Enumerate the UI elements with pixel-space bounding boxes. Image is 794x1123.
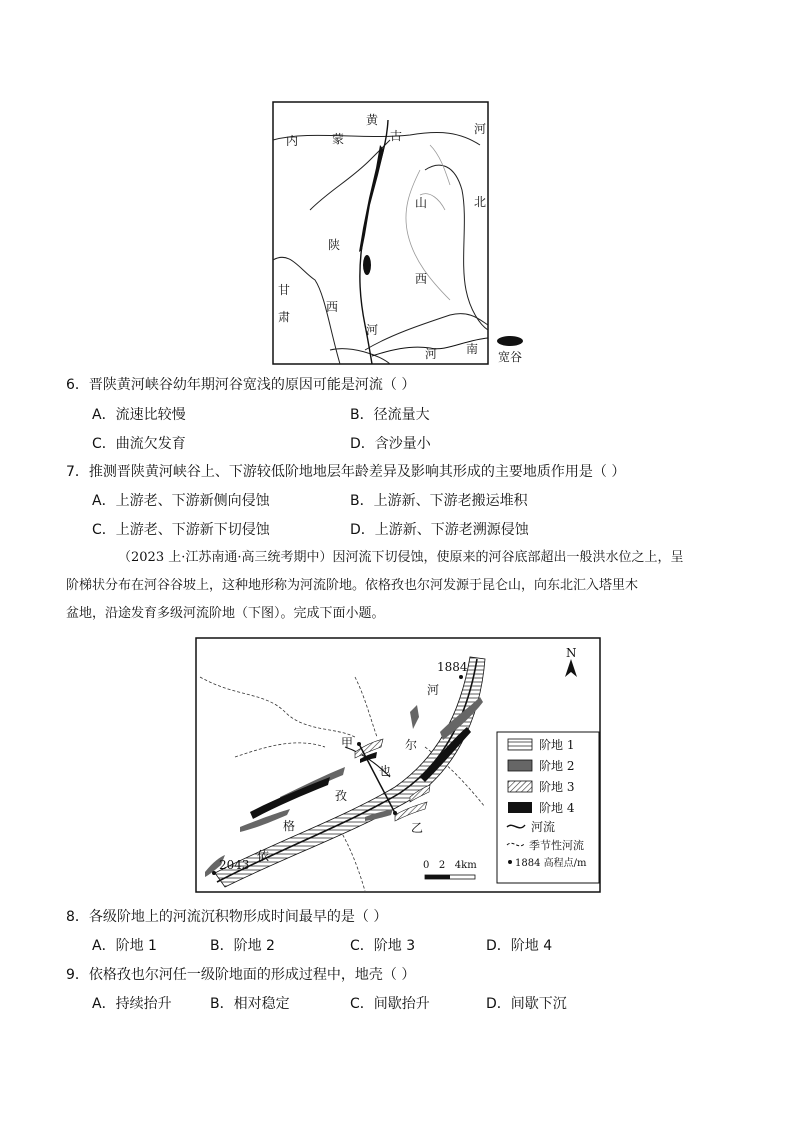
label-he-s: 河 [366,323,379,337]
label-nei: 内 [286,134,299,148]
scale-label: 0 2 4km [423,860,477,871]
legend-terrace-1: 阶地 1 [539,738,575,752]
label-shan: 山 [415,196,428,210]
q9-option-a[interactable]: A．持续抬升 [92,996,172,1012]
river-char-2: 尔 [405,738,418,752]
passage-line-2: 阶梯状分布在河谷谷坡上，这种地形称为河流阶地。依格孜也尔河发源于昆仑山，向东北汇入塔里木 [66,578,639,593]
q7-option-d[interactable]: D．上游新、下游老溯源侵蚀 [350,522,529,538]
north-label: N [566,646,577,660]
q6-option-b[interactable]: B．径流量大 [350,407,430,423]
map-jin-shaan-gorge [270,100,532,366]
passage-line-3: 盆地，沿途发育多级河流阶地（下图）。完成下面小题。 [66,606,385,621]
point-jia: 甲 [341,736,354,750]
map-river-terraces [195,637,605,895]
river-char-6: 依 [257,849,270,863]
river-char-1: 河 [427,683,440,697]
legend-terrace-2: 阶地 2 [539,759,575,773]
label-gu: 古 [390,129,403,143]
label-su: 肃 [278,310,291,324]
legend-terrace-3: 阶地 3 [539,780,575,794]
legend-wide-valley: 宽谷 [498,350,523,364]
q8-option-a[interactable]: A．阶地 1 [92,938,157,954]
legend-elevation-point: 1884 高程点/m [515,858,587,869]
q9-option-b[interactable]: B．相对稳定 [210,996,290,1012]
river-char-4: 孜 [335,789,348,803]
q8-option-b[interactable]: B．阶地 2 [210,938,275,954]
river-char-5: 格 [283,819,296,833]
label-he-ne: 河 [474,122,487,136]
question-6-stem: 6．晋陕黄河峡谷幼年期河谷宽浅的原因可能是河流（ ） [66,377,416,393]
legend-terrace-4: 阶地 4 [539,801,575,815]
label-xi2: 西 [326,300,339,314]
label-henan-he: 河 [425,347,438,361]
q7-option-b[interactable]: B．上游新、下游老搬运堆积 [350,493,528,509]
passage-line-1: （2023 上·江苏南通·高三统考期中）因河流下切侵蚀，使原来的河谷底部超出一般洪水位之上，呈 [118,550,684,565]
label-gan: 甘 [278,283,291,297]
legend-river: 河流 [531,820,556,834]
q6-option-c[interactable]: C．曲流欠发育 [92,436,186,452]
label-huang: 黄 [366,113,379,127]
question-8-stem: 8．各级阶地上的河流沉积物形成时间最早的是（ ） [66,909,388,925]
q9-option-d[interactable]: D．间歇下沉 [486,996,567,1012]
label-bei: 北 [474,195,487,209]
passage-intro [66,544,732,628]
q9-option-c[interactable]: C．间歇抬升 [350,996,430,1012]
q8-option-d[interactable]: D．阶地 4 [486,938,553,954]
q7-option-a[interactable]: A．上游老、下游新侧向侵蚀 [92,493,270,509]
q7-option-c[interactable]: C．上游老、下游新下切侵蚀 [92,522,270,538]
elevation-2043: 2043 [219,858,250,872]
question-9-stem: 9．依格孜也尔河任一级阶地面的形成过程中，地壳（ ） [66,967,416,983]
question-7-stem: 7．推测晋陕黄河峡谷上、下游较低阶地地层年龄差异及影响其形成的主要地质作用是（ ） [66,464,626,480]
river-char-3: 也 [379,764,392,778]
q6-option-d[interactable]: D．含沙量小 [350,436,431,452]
label-xi1: 西 [415,272,428,286]
q8-option-c[interactable]: C．阶地 3 [350,938,416,954]
elevation-1884: 1884 [437,660,468,674]
label-shaan: 陕 [328,238,341,252]
q6-option-a[interactable]: A．流速比较慢 [92,407,186,423]
label-meng: 蒙 [332,132,345,146]
legend-seasonal-river: 季节性河流 [529,839,584,852]
label-nan: 南 [466,342,479,356]
point-yi: 乙 [411,821,424,835]
